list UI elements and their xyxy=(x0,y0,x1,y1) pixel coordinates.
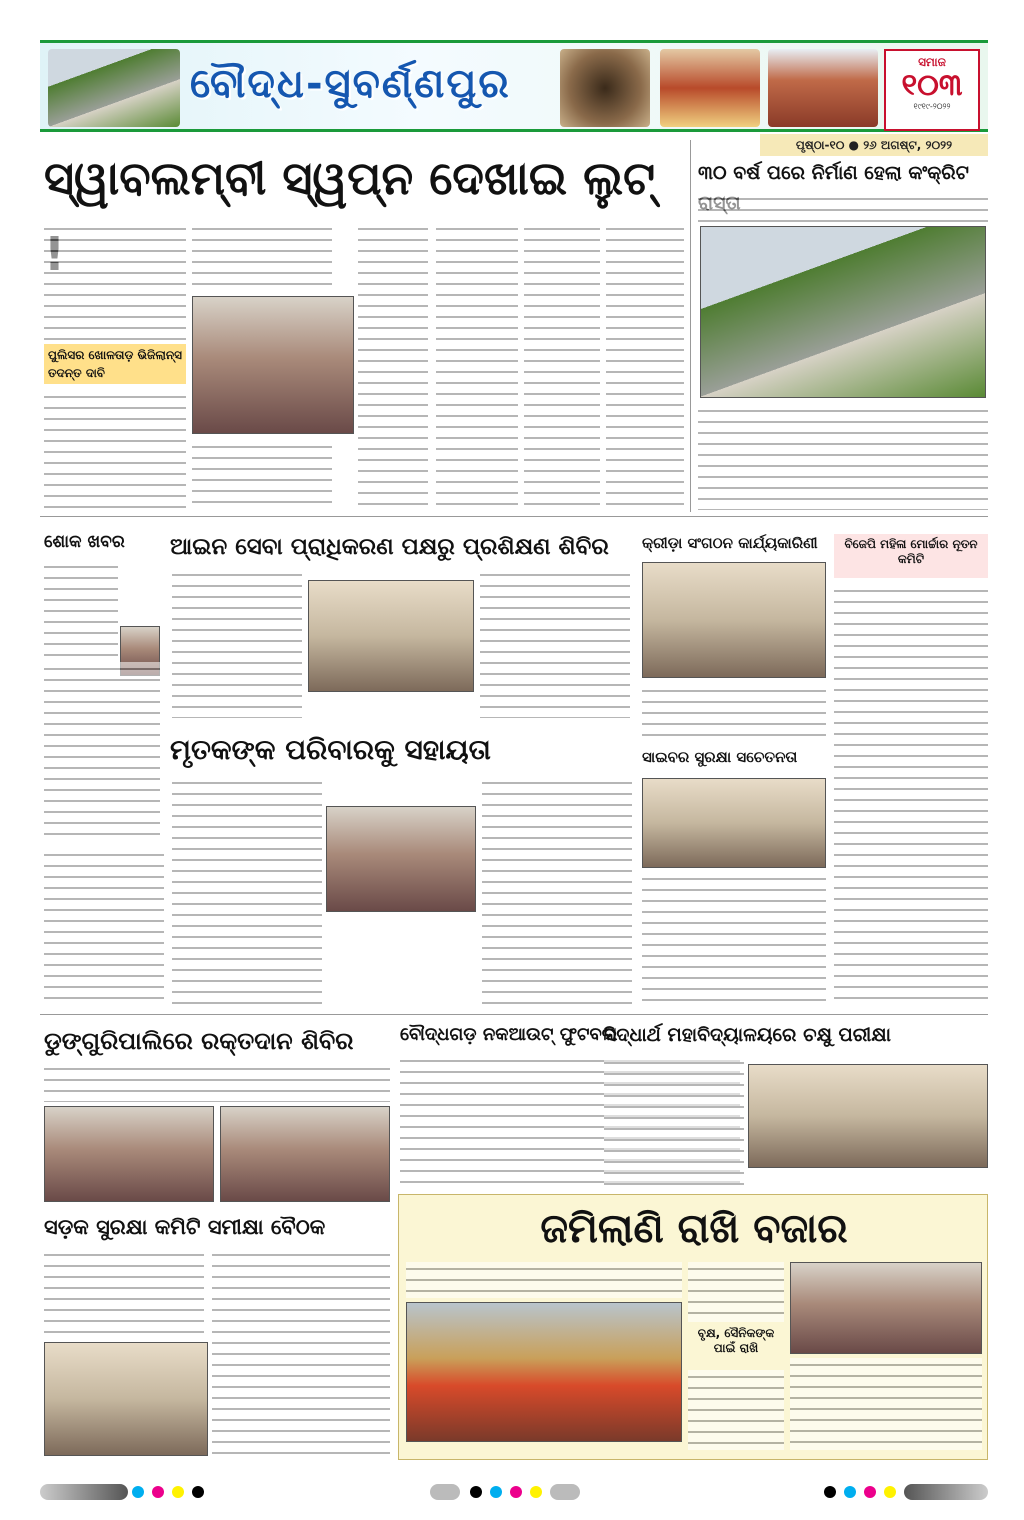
sports-meeting-photo xyxy=(642,562,826,678)
section-divider xyxy=(40,516,988,517)
road-text-bottom xyxy=(698,404,988,510)
rakhi-text-col xyxy=(688,1262,784,1322)
grey-mark xyxy=(430,1484,460,1500)
road-text-top xyxy=(698,192,988,222)
black-mark xyxy=(824,1486,836,1498)
road-safety-headline: ସଡ଼କ ସୁରକ୍ଷା କମିଟି ସମୀକ୍ଷା ବୈଠକ xyxy=(44,1215,326,1239)
masthead-deity-image xyxy=(660,49,760,127)
bjp-text xyxy=(834,584,988,1004)
masthead-bridge-image xyxy=(48,49,180,127)
blood-photo-1 xyxy=(44,1106,214,1202)
legal-text-col1 xyxy=(172,568,302,718)
family-text-col1 xyxy=(172,776,322,1006)
registration-bar-left xyxy=(40,1484,128,1500)
masthead-well-image xyxy=(560,49,650,127)
main-subhead: ପୁଲିସର ଖୋଳତାଡ଼ ଭିଜିଲାନ୍ସ ତଦନ୍ତ ଦାବି xyxy=(44,344,186,384)
registration-bar-right xyxy=(904,1484,988,1500)
obituary-headline: ଶୋକ ଖବର xyxy=(44,532,125,552)
sports-text xyxy=(642,684,826,742)
cyan-mark xyxy=(132,1486,144,1498)
tree-text-col2 xyxy=(790,1358,982,1450)
section-title: ବୌଦ୍ଧ-ସୁବର୍ଣ୍ଣପୁର xyxy=(190,61,511,107)
main-story-text-col4 xyxy=(436,222,518,510)
column-divider xyxy=(690,140,691,512)
rakhi-text-top xyxy=(406,1262,682,1298)
magenta-mark xyxy=(864,1486,876,1498)
obituary-text-b xyxy=(44,662,160,842)
legal-text-col2 xyxy=(480,568,630,718)
eye-text xyxy=(604,1056,744,1186)
main-story-text-col1 xyxy=(44,222,186,340)
color-marks-center xyxy=(430,1484,630,1500)
cyan-mark xyxy=(490,1486,502,1498)
blood-donation-headline: ଡୁଙ୍ଗୁରିପାଲିରେ ରକ୍ତଦାନ ଶିବିର xyxy=(44,1027,354,1055)
main-story-text-col2b xyxy=(192,440,332,510)
tree-text-col1 xyxy=(688,1370,784,1450)
eye-camp-photo xyxy=(748,1064,988,1168)
yellow-mark xyxy=(530,1486,542,1498)
cyber-photo xyxy=(642,778,826,868)
color-marks-left xyxy=(132,1486,252,1498)
blood-text xyxy=(44,1062,390,1102)
main-headline: ସ୍ୱାବଲମ୍ବୀ ସ୍ୱପ୍ନ ଦେଖାଇ ଲୁଟ୍ xyxy=(44,140,684,216)
family-text-col2 xyxy=(482,776,632,1006)
main-story-text-col2 xyxy=(192,222,332,292)
blood-photo-2 xyxy=(220,1106,390,1202)
black-mark xyxy=(192,1486,204,1498)
magenta-mark xyxy=(510,1486,522,1498)
rakhi-stall-photo xyxy=(406,1302,682,1442)
family-aid-photo xyxy=(326,806,476,912)
cyber-headline: ସାଇବର ସୁରକ୍ଷା ସଚେତନତା xyxy=(642,748,798,766)
main-story-text-col1b xyxy=(44,390,186,510)
rakhi-headline: ଜମିଲାଣି ରାଖି ବଜାର xyxy=(540,1206,848,1252)
football-headline: ବୌଦ୍ଧଗଡ଼ ନକଆଉଟ୍ ଫୁଟବଲ xyxy=(400,1024,618,1045)
main-story-photo xyxy=(192,296,354,434)
masthead xyxy=(40,40,988,132)
newspaper-logo: ସମାଜ ୧୦୩ ୧୯୧୯-୨୦୨୨ xyxy=(884,49,980,131)
family-aid-headline: ମୃତକଙ୍କ ପରିବାରକୁ ସହାୟତା xyxy=(170,733,491,766)
grey-mark xyxy=(550,1484,580,1500)
side-text xyxy=(44,848,164,1008)
legal-camp-headline: ଆଇନ ସେବା ପ୍ରାଧିକରଣ ପକ୍ଷରୁ ପ୍ରଶିକ୍ଷଣ ଶିବିର xyxy=(170,534,609,560)
magenta-mark xyxy=(152,1486,164,1498)
black-mark xyxy=(470,1486,482,1498)
masthead-temple-image xyxy=(768,49,878,127)
eye-camp-headline: ସିଦ୍ଧାର୍ଥ ମହାବିଦ୍ୟାଳୟରେ ଚକ୍ଷୁ ପରୀକ୍ଷା xyxy=(604,1024,891,1046)
page-dateline: ପୃଷ୍ଠା-୧୦ ● ୨୬ ଅଗଷ୍ଟ, ୨୦୨୨ xyxy=(760,134,988,156)
tree-rakhi-photo xyxy=(790,1262,982,1354)
yellow-mark xyxy=(172,1486,184,1498)
sports-headline: କ୍ରୀଡ଼ା ସଂଗଠନ କାର୍ଯ୍ୟକାରିଣୀ xyxy=(642,534,818,552)
road-safety-text-col1 xyxy=(44,1248,204,1338)
yellow-mark xyxy=(884,1486,896,1498)
road-headline: ୩୦ ବର୍ଷ ପରେ ନିର୍ମାଣ ହେଲା କଂକ୍ରିଟ xyxy=(698,162,969,184)
main-story-text-col3 xyxy=(358,222,428,510)
obituary-text xyxy=(44,560,118,660)
color-marks-right xyxy=(824,1486,904,1498)
cyber-text xyxy=(642,872,826,1004)
road-safety-photo xyxy=(44,1342,208,1456)
road-photo xyxy=(700,226,986,398)
tree-rakhi-headline: ବୃକ୍ଷ, ସୈନିକଙ୍କ ପାଇଁ ରାଖି xyxy=(697,1326,775,1355)
road-safety-text-col2 xyxy=(212,1248,390,1456)
main-story-text-col5 xyxy=(524,222,600,510)
main-story-text-col6 xyxy=(606,222,684,510)
section-divider xyxy=(40,1014,988,1015)
legal-camp-photo xyxy=(308,580,474,692)
bjp-headline: ବିଜେପି ମହିଳା ମୋର୍ଚ୍ଚାର ନୂତନ କମିଟି xyxy=(834,534,988,578)
cyan-mark xyxy=(844,1486,856,1498)
